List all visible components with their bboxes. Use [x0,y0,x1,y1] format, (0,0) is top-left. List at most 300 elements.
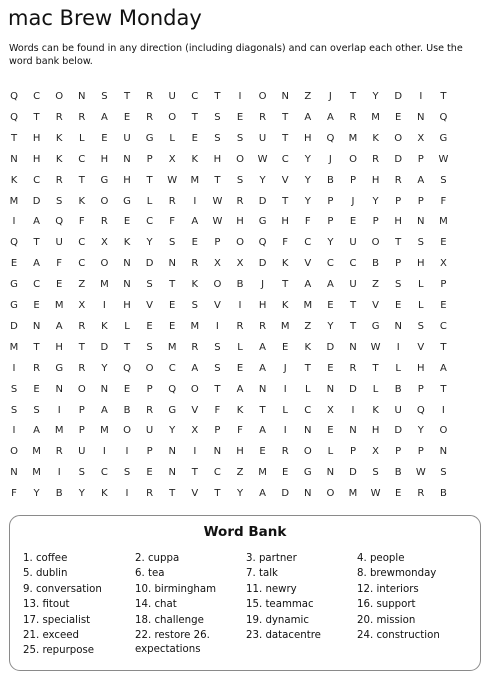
grid-letter: R [394,174,402,186]
grid-letter: N [213,446,222,458]
grid-letter: T [372,362,379,374]
grid-letter: M [258,467,267,479]
grid-letter: A [191,362,199,374]
grid-letter: D [281,488,290,500]
grid-letter: K [372,404,379,416]
grid-letter: S [169,237,176,249]
grid-letter: O [326,488,335,500]
grid-letter: S [372,467,379,479]
grid-letter: Y [304,153,311,165]
grid-letter: T [282,111,289,123]
grid-letter: T [214,383,221,395]
grid-letter: F [56,258,63,270]
grid-letter: O [349,153,357,165]
grid-letter: O [371,237,380,249]
grid-letter: M [348,132,358,144]
grid-letter: O [190,383,199,395]
grid-letter: H [281,216,289,228]
grid-letter: T [10,132,18,144]
grid-letter: A [55,320,63,332]
grid-letter: T [169,279,176,291]
grid-letter: O [439,425,448,437]
grid-letter: R [168,195,176,207]
grid-letter: G [371,320,380,332]
grid-letter: H [236,216,244,228]
grid-letter: S [214,341,221,353]
grid-letter: U [168,91,176,102]
grid-letter: R [259,111,267,123]
grid-letter: S [101,91,108,102]
grid-letter: T [123,341,131,353]
word-bank-item: 5. dublin [23,568,68,580]
word-bank-item: 20. mission [357,614,416,626]
grid-letter: L [146,195,153,207]
grid-letter: H [123,300,131,311]
grid-letter: A [33,258,41,270]
grid-letter: Y [33,488,40,500]
grid-letter: C [213,467,221,479]
grid-letter: K [55,132,63,144]
grid-letter: X [439,258,447,270]
grid-letter: E [33,300,40,311]
grid-letter: X [213,258,221,270]
grid-letter: N [123,258,131,270]
grid-letter: W [212,216,223,228]
grid-letter: J [328,153,332,165]
grid-letter: A [259,362,267,374]
grid-letter: Z [78,279,86,291]
grid-letter: P [395,258,402,270]
grid-letter: X [417,132,425,144]
grid-letter: Z [304,91,312,102]
grid-letter: H [236,446,244,458]
grid-letter: N [258,383,267,395]
grid-letter: E [146,467,153,479]
grid-letter: D [145,258,154,270]
grid-letter: Q [123,362,131,374]
grid-letter: W [167,174,178,186]
grid-letter: N [394,320,402,332]
grid-letter: T [440,91,447,102]
grid-letter: S [214,111,221,123]
grid-letter: X [168,153,176,165]
grid-letter: R [33,362,41,374]
grid-letter: L [327,446,334,458]
grid-letter: P [349,174,357,186]
grid-letter: I [102,446,106,458]
grid-letter: M [54,425,64,437]
grid-letter: I [57,404,61,416]
grid-letter: L [305,383,311,395]
grid-letter: E [349,216,357,228]
grid-letter: A [326,279,334,291]
grid-letter: S [146,341,153,353]
grid-letter: X [191,425,199,437]
grid-letter: T [191,467,198,479]
grid-letter: T [440,383,447,395]
grid-letter: E [169,320,176,332]
grid-letter: A [100,404,108,416]
grid-letter: E [56,279,63,291]
grid-letter: V [304,258,312,270]
grid-letter: N [32,320,41,332]
word-bank-item: 13. fitout [23,599,70,611]
grid-letter: C [281,153,289,165]
grid-letter: X [372,446,380,458]
grid-letter: Q [55,216,64,228]
grid-letter: H [417,362,425,374]
grid-letter: K [10,174,18,186]
grid-letter: M [348,488,358,500]
grid-letter: C [304,237,312,249]
grid-letter: O [213,279,222,291]
grid-letter: V [146,300,154,311]
grid-letter: B [236,279,244,291]
grid-letter: R [191,341,199,353]
grid-letter: N [281,91,289,102]
grid-letter: Y [304,174,311,186]
grid-letter: I [125,446,129,458]
grid-letter: S [10,404,18,416]
grid-letter: N [168,258,176,270]
grid-letter: O [55,91,64,102]
grid-letter: K [123,237,131,249]
grid-letter: U [78,446,86,458]
grid-letter: I [283,425,287,437]
grid-letter: E [395,488,402,500]
grid-letter: C [33,91,41,102]
grid-letter: R [349,111,357,123]
grid-letter: W [370,488,381,500]
grid-letter: O [10,446,18,458]
grid-letter: S [417,320,424,332]
grid-letter: H [304,132,312,144]
grid-letter: G [303,467,312,479]
grid-letter: M [9,195,19,207]
grid-letter: Q [416,404,425,416]
grid-letter: P [395,446,402,458]
grid-letter: N [123,279,131,291]
page-title: mac Brew Monday [8,6,202,30]
word-bank-item: 1. coffee [23,553,68,564]
grid-letter: T [33,111,40,123]
grid-letter: N [417,216,425,228]
grid-letter: O [145,362,154,374]
grid-letter: H [123,174,131,186]
grid-letter: A [236,383,244,395]
grid-letter: P [349,446,357,458]
grid-letter: D [349,383,357,395]
grid-letter: E [10,258,18,270]
grid-letter: G [10,279,18,291]
grid-letter: M [190,320,200,332]
grid-letter: X [236,258,244,270]
grid-letter: R [191,258,199,270]
grid-letter: T [33,237,40,249]
grid-letter: E [146,320,153,332]
grid-letter: N [439,446,448,458]
word-bank-item: 3. partner [246,553,297,564]
grid-letter: E [123,111,131,123]
grid-letter: Q [10,111,18,123]
grid-letter: A [259,425,267,437]
grid-letter: D [258,195,267,207]
word-bank-item: 21. exceed [23,630,79,641]
grid-letter: N [168,446,176,458]
grid-letter: I [215,320,219,332]
grid-letter: T [191,111,198,123]
grid-letter: E [395,111,402,123]
grid-letter: P [327,216,334,228]
grid-letter: W [370,341,381,353]
grid-letter: F [11,488,17,500]
grid-letter: H [32,132,41,144]
grid-letter: S [10,383,18,395]
word-bank-item: 10. birmingham [135,583,217,595]
word-bank-item: 24. construction [357,630,440,641]
grid-letter: S [214,132,221,144]
grid-letter: C [326,258,334,270]
grid-letter: P [214,425,221,437]
grid-letter: Z [372,279,380,291]
word-bank-item: 9. conversation [23,583,102,595]
grid-letter: N [349,341,357,353]
grid-letter: S [191,300,198,311]
grid-letter: N [304,425,312,437]
grid-letter: Q [258,237,267,249]
grid-letter: H [213,153,222,165]
grid-letter: C [146,216,154,228]
grid-letter: S [417,237,424,249]
grid-letter: C [78,258,86,270]
grid-letter: D [394,425,403,437]
grid-letter: R [349,362,357,374]
grid-letter: C [439,320,447,332]
grid-letter: P [440,279,447,291]
grid-letter: O [303,446,312,458]
grid-letter: Q [326,132,335,144]
word-bank-item: 17. specialist [23,614,91,626]
grid-letter: H [55,341,63,353]
grid-letter: Q [10,91,18,102]
grid-letter: C [78,153,86,165]
grid-letter: N [10,153,18,165]
grid-letter: E [236,362,244,374]
grid-letter: T [169,488,176,500]
grid-letter: C [349,258,357,270]
word-bank-item: 19. dynamic [246,614,309,626]
grid-letter: T [349,300,357,311]
grid-letter: G [168,404,177,416]
grid-letter: T [33,341,40,353]
grid-letter: K [78,195,86,207]
grid-letter: S [33,404,40,416]
grid-letter: D [326,341,335,353]
grid-letter: E [282,341,289,353]
grid-letter: O [168,111,177,123]
grid-letter: W [415,467,426,479]
grid-letter: M [9,341,19,353]
grid-letter: T [259,404,266,416]
grid-letter: A [100,111,108,123]
grid-letter: V [213,300,221,311]
grid-letter: B [394,467,402,479]
grid-letter: N [10,467,18,479]
grid-letter: P [372,216,379,228]
grid-letter: I [12,362,16,374]
grid-letter: O [100,195,109,207]
grid-letter: D [258,258,267,270]
grid-letter: F [214,404,221,416]
grid-letter: P [78,425,85,437]
grid-letter: R [146,91,154,102]
grid-letter: P [395,195,402,207]
grid-letter: P [417,195,424,207]
grid-letter: T [395,237,402,249]
grid-letter: E [123,216,131,228]
grid-letter: M [100,279,109,291]
grid-letter: R [281,446,289,458]
grid-letter: I [57,467,61,479]
grid-letter: K [191,153,199,165]
word-bank-item: 25. repurpose [23,645,95,657]
grid-letter: A [191,216,199,228]
grid-letter: E [259,446,266,458]
grid-letter: E [101,132,108,144]
grid-letter: L [124,320,130,332]
grid-letter: I [238,300,242,311]
grid-letter: Y [372,195,379,207]
word-bank-item: 16. support [357,599,416,611]
grid-letter: Y [417,425,424,437]
grid-letter: W [257,153,268,165]
grid-letter: S [440,174,447,186]
grid-letter: T [282,132,289,144]
grid-letter: Y [259,174,266,186]
grid-letter: F [237,425,243,437]
grid-letter: V [417,341,425,353]
grid-letter: Y [101,362,108,374]
grid-letter: N [304,488,312,500]
grid-letter: T [78,174,85,186]
grid-letter: T [214,174,221,186]
grid-letter: G [10,300,18,311]
grid-letter: R [78,362,86,374]
grid-letter: I [419,91,423,102]
grid-letter: P [417,153,424,165]
grid-letter: M [439,216,448,228]
word-bank-item: 18. challenge [135,614,204,626]
grid-letter: M [190,174,200,186]
grid-letter: Q [439,111,448,123]
grid-letter: S [236,132,244,144]
grid-letter: E [440,300,447,311]
grid-letter: R [55,446,63,458]
grid-letter: A [439,362,447,374]
grid-letter: L [79,132,85,144]
grid-letter: T [214,488,221,500]
grid-letter: A [33,216,41,228]
grid-letter: P [214,237,221,249]
grid-letter: B [123,404,131,416]
grid-letter: R [372,153,380,165]
grid-letter: E [123,383,131,395]
grid-letter: E [327,362,334,374]
grid-letter: N [326,383,335,395]
grid-letter: M [32,467,41,479]
grid-letter: R [146,404,154,416]
grid-letter: E [191,132,198,144]
grid-letter: S [146,279,153,291]
grid-letter: M [100,425,109,437]
grid-letter: L [237,341,243,353]
grid-letter: J [283,362,287,374]
grid-letter: S [78,467,85,479]
grid-letter: T [282,195,289,207]
word-bank-item: 2. cuppa [135,553,180,564]
grid-letter: S [440,467,447,479]
grid-letter: M [32,446,41,458]
grid-letter: A [33,425,41,437]
grid-letter: L [169,132,175,144]
grid-letter: P [146,446,153,458]
word-bank-item: 11. newry [246,583,297,595]
grid-letter: E [327,300,334,311]
grid-letter: F [282,237,289,249]
grid-letter: M [54,300,64,311]
grid-letter: V [191,488,199,500]
grid-letter: T [78,341,85,353]
grid-letter: P [78,404,85,416]
grid-letter: I [283,383,287,395]
grid-letter: N [55,383,63,395]
word-bank-item: 23. datacentre [246,630,321,641]
grid-letter: D [394,153,403,165]
grid-letter: U [349,279,357,291]
grid-letter: N [349,425,357,437]
grid-letter: R [236,195,244,207]
grid-letter: K [191,279,199,291]
grid-letter: N [123,153,131,165]
grid-letter: Y [372,91,379,102]
word-bank-item: 12. interiors [357,583,419,595]
grid-letter: H [371,425,380,437]
grid-letter: P [417,383,424,395]
grid-letter: E [327,425,334,437]
grid-letter: I [193,195,197,207]
grid-letter: U [349,237,357,249]
grid-letter: I [12,216,16,228]
grid-letter: Z [236,467,244,479]
grid-letter: T [146,174,153,186]
grid-letter: G [439,132,448,144]
grid-letter: M [280,320,290,332]
grid-letter: O [236,237,244,249]
grid-letter: R [417,488,425,500]
word-bank-item: 4. people [357,553,405,564]
grid-letter: R [78,111,86,123]
grid-letter: R [236,320,244,332]
grid-letter: U [55,237,63,249]
grid-letter: K [281,300,289,311]
grid-letter: Y [146,237,153,249]
grid-letter: O [77,383,86,395]
grid-letter: H [394,216,402,228]
grid-letter: K [281,258,289,270]
grid-letter: K [101,320,108,332]
grid-letter: I [396,341,400,353]
grid-letter: J [328,91,332,102]
